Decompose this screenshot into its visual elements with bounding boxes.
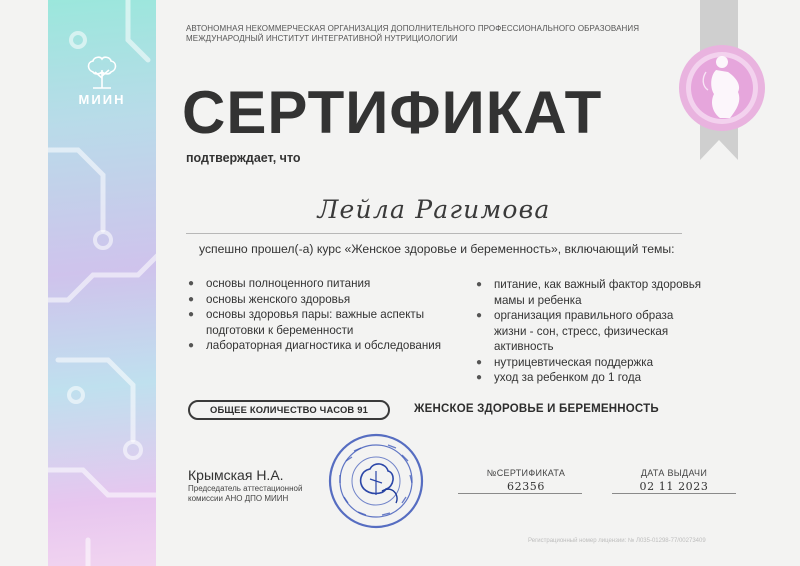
bullet-icon: ● [188,309,195,320]
total-hours-badge: ОБЩЕЕ КОЛИЧЕСТВО ЧАСОВ 91 [188,400,390,420]
topic-text: нутрицевтическая поддержка [494,355,654,369]
certificate-number-label: №СЕРТИФИКАТА [486,468,566,478]
bullet-icon: ● [476,372,483,383]
organization-name-line-2: МЕЖДУНАРОДНЫЙ ИНСТИТУТ ИНТЕГРАТИВНОЙ НУТРИЦИОЛОГИИ [186,34,458,43]
bullet-icon: ● [188,340,195,351]
certificate-number-value: 62356 [507,480,545,493]
certificate-number-underline [458,493,582,494]
pregnancy-seal-icon [676,42,768,134]
certificate-title: СЕРТИФИКАТ [182,79,603,146]
program-title: ЖЕНСКОЕ ЗДОРОВЬЕ И БЕРЕМЕННОСТЬ [414,403,659,415]
list-item [476,355,706,371]
organization-name-line-1: АВТОНОМНАЯ НЕКОММЕРЧЕСКАЯ ОРГАНИЗАЦИЯ ДОПОЛНИТЕЛЬНОГО ПРОФЕССИОНАЛЬНОГО ОБРАЗОВАНИЯ [186,24,640,33]
list-item [188,292,448,308]
course-description: успешно прошел(-а) курс «Женское здоровье и беременность», включающий темы: [199,242,675,256]
list-item [476,370,706,386]
bullet-icon: ● [188,278,195,289]
signer-name: Крымская Н.А. [188,467,284,483]
bullet-icon: ● [476,310,483,321]
issue-date-value: 02 11 2023 [639,480,709,493]
topic-text: питание, как важный фактор здоровья мамы и ребенка [494,278,702,307]
name-underline [186,233,682,234]
topic-text: основы полноценного питания [206,277,371,290]
issue-date-underline [612,493,736,494]
institute-logo [48,56,156,107]
topics-list-right [476,277,706,386]
issue-date-label: ДАТА ВЫДАЧИ [640,468,708,478]
brain-tree-icon [85,56,119,90]
topics-list-left [188,276,448,354]
logo-text: МИИН [78,92,126,107]
list-item [188,338,448,354]
topic-text: основы женского здоровья [206,292,351,306]
signer-role: Председатель аттестационной комиссии АНО ДПО МИИН [188,484,303,503]
confirms-text: подтверждает, что [186,151,301,165]
official-stamp-icon [326,431,426,531]
bullet-icon: ● [188,293,195,305]
topic-text: основы здоровья пары: важные аспекты подготовки к беременности [206,308,425,337]
list-item [476,308,706,355]
list-item [476,277,706,308]
bullet-icon: ● [476,279,483,290]
list-item [188,307,448,338]
list-item [188,276,448,292]
bullet-icon: ● [476,356,483,368]
decorative-side-band [48,0,156,566]
topic-text: лабораторная диагностика и обследования [206,339,441,352]
registration-number-text: Регистрационный номер лицензии: № Л035-01298-77/00273409 [528,538,706,544]
topic-text: уход за ребенком до 1 года [494,371,642,384]
recipient-name: Лейла Рагимова [317,195,551,224]
topic-text: организация правильного образа жизни - сон, стресс, физическая активность [494,309,674,353]
